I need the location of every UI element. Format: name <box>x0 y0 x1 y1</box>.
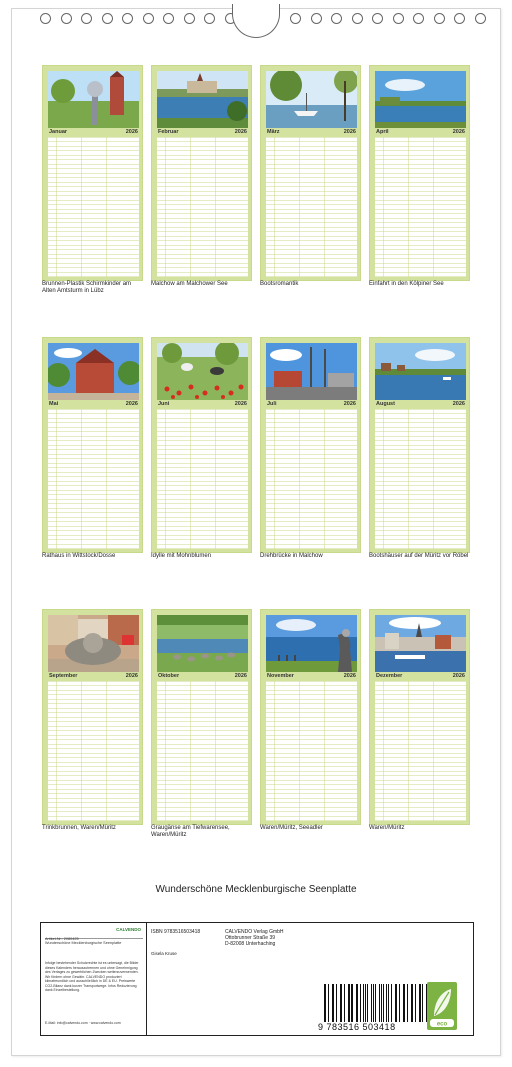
month-year: 2026 <box>343 673 356 679</box>
month-card-august <box>369 337 470 553</box>
isbn-barcode <box>324 984 434 1022</box>
month-year: 2026 <box>343 401 356 407</box>
month-card-november <box>260 609 361 825</box>
photo-caption: Brunnen-Plastik Schirmkinder am Alten Amtsturm in Lübz <box>42 281 132 294</box>
day-planner-grid <box>48 409 139 549</box>
barcode-bar <box>396 984 397 1022</box>
binding-hole <box>475 13 486 24</box>
barcode-bar <box>379 984 380 1022</box>
month-name: Oktober <box>158 673 180 679</box>
barcode-bar <box>365 984 366 1022</box>
day-planner-grid <box>375 681 466 821</box>
publisher <box>225 929 284 947</box>
photo-caption: Trinkbrunnen, Waren/Müritz <box>42 825 116 831</box>
month-card-februar <box>151 65 252 281</box>
photo-caption: Idylle mit Mohnblumen <box>151 553 212 559</box>
month-name: September <box>49 673 78 679</box>
day-planner-grid <box>48 137 139 277</box>
month-card-märz <box>260 65 361 281</box>
barcode-bar <box>351 984 352 1022</box>
binding-hole <box>372 13 383 24</box>
month-year: 2026 <box>452 129 465 135</box>
photo-caption: Malchow am Malchower See <box>151 281 228 287</box>
photo-caption: Einfahrt in den Kölpiner See <box>369 281 444 287</box>
month-name: Dezember <box>376 673 403 679</box>
month-photo <box>375 615 466 672</box>
month-card-oktober <box>151 609 252 825</box>
month-photo <box>157 71 248 128</box>
barcode-bar <box>386 984 387 1022</box>
month-year: 2026 <box>125 401 138 407</box>
month-header <box>375 129 466 137</box>
month-card-mai <box>42 337 143 553</box>
month-year: 2026 <box>234 129 247 135</box>
binding-hole <box>184 13 195 24</box>
binding-hole <box>122 13 133 24</box>
short-title: Wunderschöne Mecklenburgische Seenplatte <box>45 941 122 945</box>
month-year: 2026 <box>234 401 247 407</box>
photo-caption: Bootshäuser auf der Müritz vor Röbel <box>369 553 469 559</box>
binding-hole <box>81 13 92 24</box>
day-planner-grid <box>375 409 466 549</box>
barcode-number: 9 783516 503418 <box>318 1022 396 1032</box>
eco-logo <box>427 982 457 1030</box>
month-header <box>157 401 248 409</box>
month-photo <box>266 71 357 128</box>
eco-label: eco <box>436 1021 448 1028</box>
calendar-title: Wunderschöne Mecklenburgische Seenplatte <box>155 884 357 895</box>
month-card-april <box>369 65 470 281</box>
day-planner-grid <box>266 681 357 821</box>
month-header <box>375 401 466 409</box>
month-photo <box>48 343 139 400</box>
month-name: Juni <box>158 401 170 407</box>
article-number: Artikel-Nr.: 2080425 <box>45 937 79 941</box>
barcode-bar <box>388 984 389 1022</box>
month-card-september <box>42 609 143 825</box>
month-year: 2026 <box>125 129 138 135</box>
barcode-bar <box>422 984 423 1022</box>
binding-hole <box>352 13 363 24</box>
day-planner-grid <box>157 409 248 549</box>
barcode-bar <box>341 984 342 1022</box>
leaf-icon <box>427 982 457 1030</box>
barcode-bar <box>333 984 334 1022</box>
author: Gisela Kruse <box>151 951 177 956</box>
month-name: März <box>267 129 280 135</box>
publisher-name: CALVENDO Verlag GmbH <box>225 929 284 935</box>
month-header <box>266 129 357 137</box>
barcode-bar <box>404 984 405 1022</box>
month-header <box>266 673 357 681</box>
month-card-januar <box>42 65 143 281</box>
publisher-city: D-82008 Unterhaching <box>225 941 276 947</box>
barcode-bar <box>415 984 416 1022</box>
publisher-street: Ottobrunner Straße 39 <box>225 935 276 941</box>
month-photo <box>266 615 357 672</box>
photo-caption: Bootsromantik <box>260 281 299 287</box>
binding-hole <box>163 13 174 24</box>
disclaimer: Infolge bestehender Schutzrechte ist es untersagt, die Bilder dieses Kalenders herauszutrennen und ohne Genehmigung des Verlages zu gewerblichen Zwecken weiterzuverwenden. Wir fördern ohne Gewähr. CALVENDO produziert klimafreundlich und ausschließlich in DE & EU. Preiswerte CO2-Bilanz dank kurzer Transportwege. Infos Reduzierung dank Einzelbestellung. <box>45 961 139 992</box>
barcode-bar <box>344 984 345 1022</box>
binding-hole <box>434 13 445 24</box>
month-photo <box>375 71 466 128</box>
photo-caption: Waren/Müritz <box>369 825 405 831</box>
month-card-dezember <box>369 609 470 825</box>
month-header <box>157 673 248 681</box>
calvendo-logo: CALVENDO <box>116 927 141 932</box>
day-planner-grid <box>157 681 248 821</box>
binding-hole <box>413 13 424 24</box>
barcode-bar <box>371 984 372 1022</box>
isbn: ISBN 9783516503418 <box>151 929 201 935</box>
binding-hole <box>290 13 301 24</box>
month-photo <box>48 615 139 672</box>
article-row <box>45 927 143 939</box>
day-planner-grid <box>266 409 357 549</box>
month-card-juli <box>260 337 361 553</box>
month-photo <box>157 343 248 400</box>
month-year: 2026 <box>125 673 138 679</box>
binding-hole <box>61 13 72 24</box>
photo-caption: Drehbrücke in Malchow <box>260 553 323 559</box>
month-name: Februar <box>158 129 179 135</box>
binding-hole <box>393 13 404 24</box>
month-name: April <box>376 129 389 135</box>
binding-hole <box>40 13 51 24</box>
month-year: 2026 <box>452 401 465 407</box>
photo-caption: Rathaus in Wittstock/Dosse <box>42 553 116 559</box>
binding-hole <box>331 13 342 24</box>
month-name: Juli <box>267 401 277 407</box>
barcode-bar <box>357 984 358 1022</box>
barcode-bar <box>407 984 408 1022</box>
photo-caption: Graugänse am Tiefwarensee, Waren/Müritz <box>151 825 230 838</box>
month-header <box>157 129 248 137</box>
month-photo <box>375 343 466 400</box>
photo-caption: Waren/Müritz, Seeadler <box>260 825 323 831</box>
month-header <box>48 129 139 137</box>
month-header <box>48 673 139 681</box>
month-photo <box>48 71 139 128</box>
month-name: Januar <box>49 129 68 135</box>
binding-hole <box>143 13 154 24</box>
binding-hole <box>204 13 215 24</box>
month-header <box>266 401 357 409</box>
month-header <box>375 673 466 681</box>
binding-hole <box>454 13 465 24</box>
month-name: November <box>267 673 294 679</box>
month-year: 2026 <box>234 673 247 679</box>
month-photo <box>266 343 357 400</box>
month-header <box>48 401 139 409</box>
info-left-column <box>41 923 147 1035</box>
month-photo <box>157 615 248 672</box>
month-name: August <box>376 401 395 407</box>
contact: E-Mail: info@calvendo.com · www.calvendo.com <box>45 1021 121 1025</box>
month-year: 2026 <box>452 673 465 679</box>
binding-hole <box>102 13 113 24</box>
day-planner-grid <box>157 137 248 277</box>
barcode-bar <box>328 984 329 1022</box>
month-card-juni <box>151 337 252 553</box>
day-planner-grid <box>48 681 139 821</box>
month-year: 2026 <box>343 129 356 135</box>
binding-hole <box>311 13 322 24</box>
day-planner-grid <box>266 137 357 277</box>
day-planner-grid <box>375 137 466 277</box>
month-name: Mai <box>49 401 59 407</box>
